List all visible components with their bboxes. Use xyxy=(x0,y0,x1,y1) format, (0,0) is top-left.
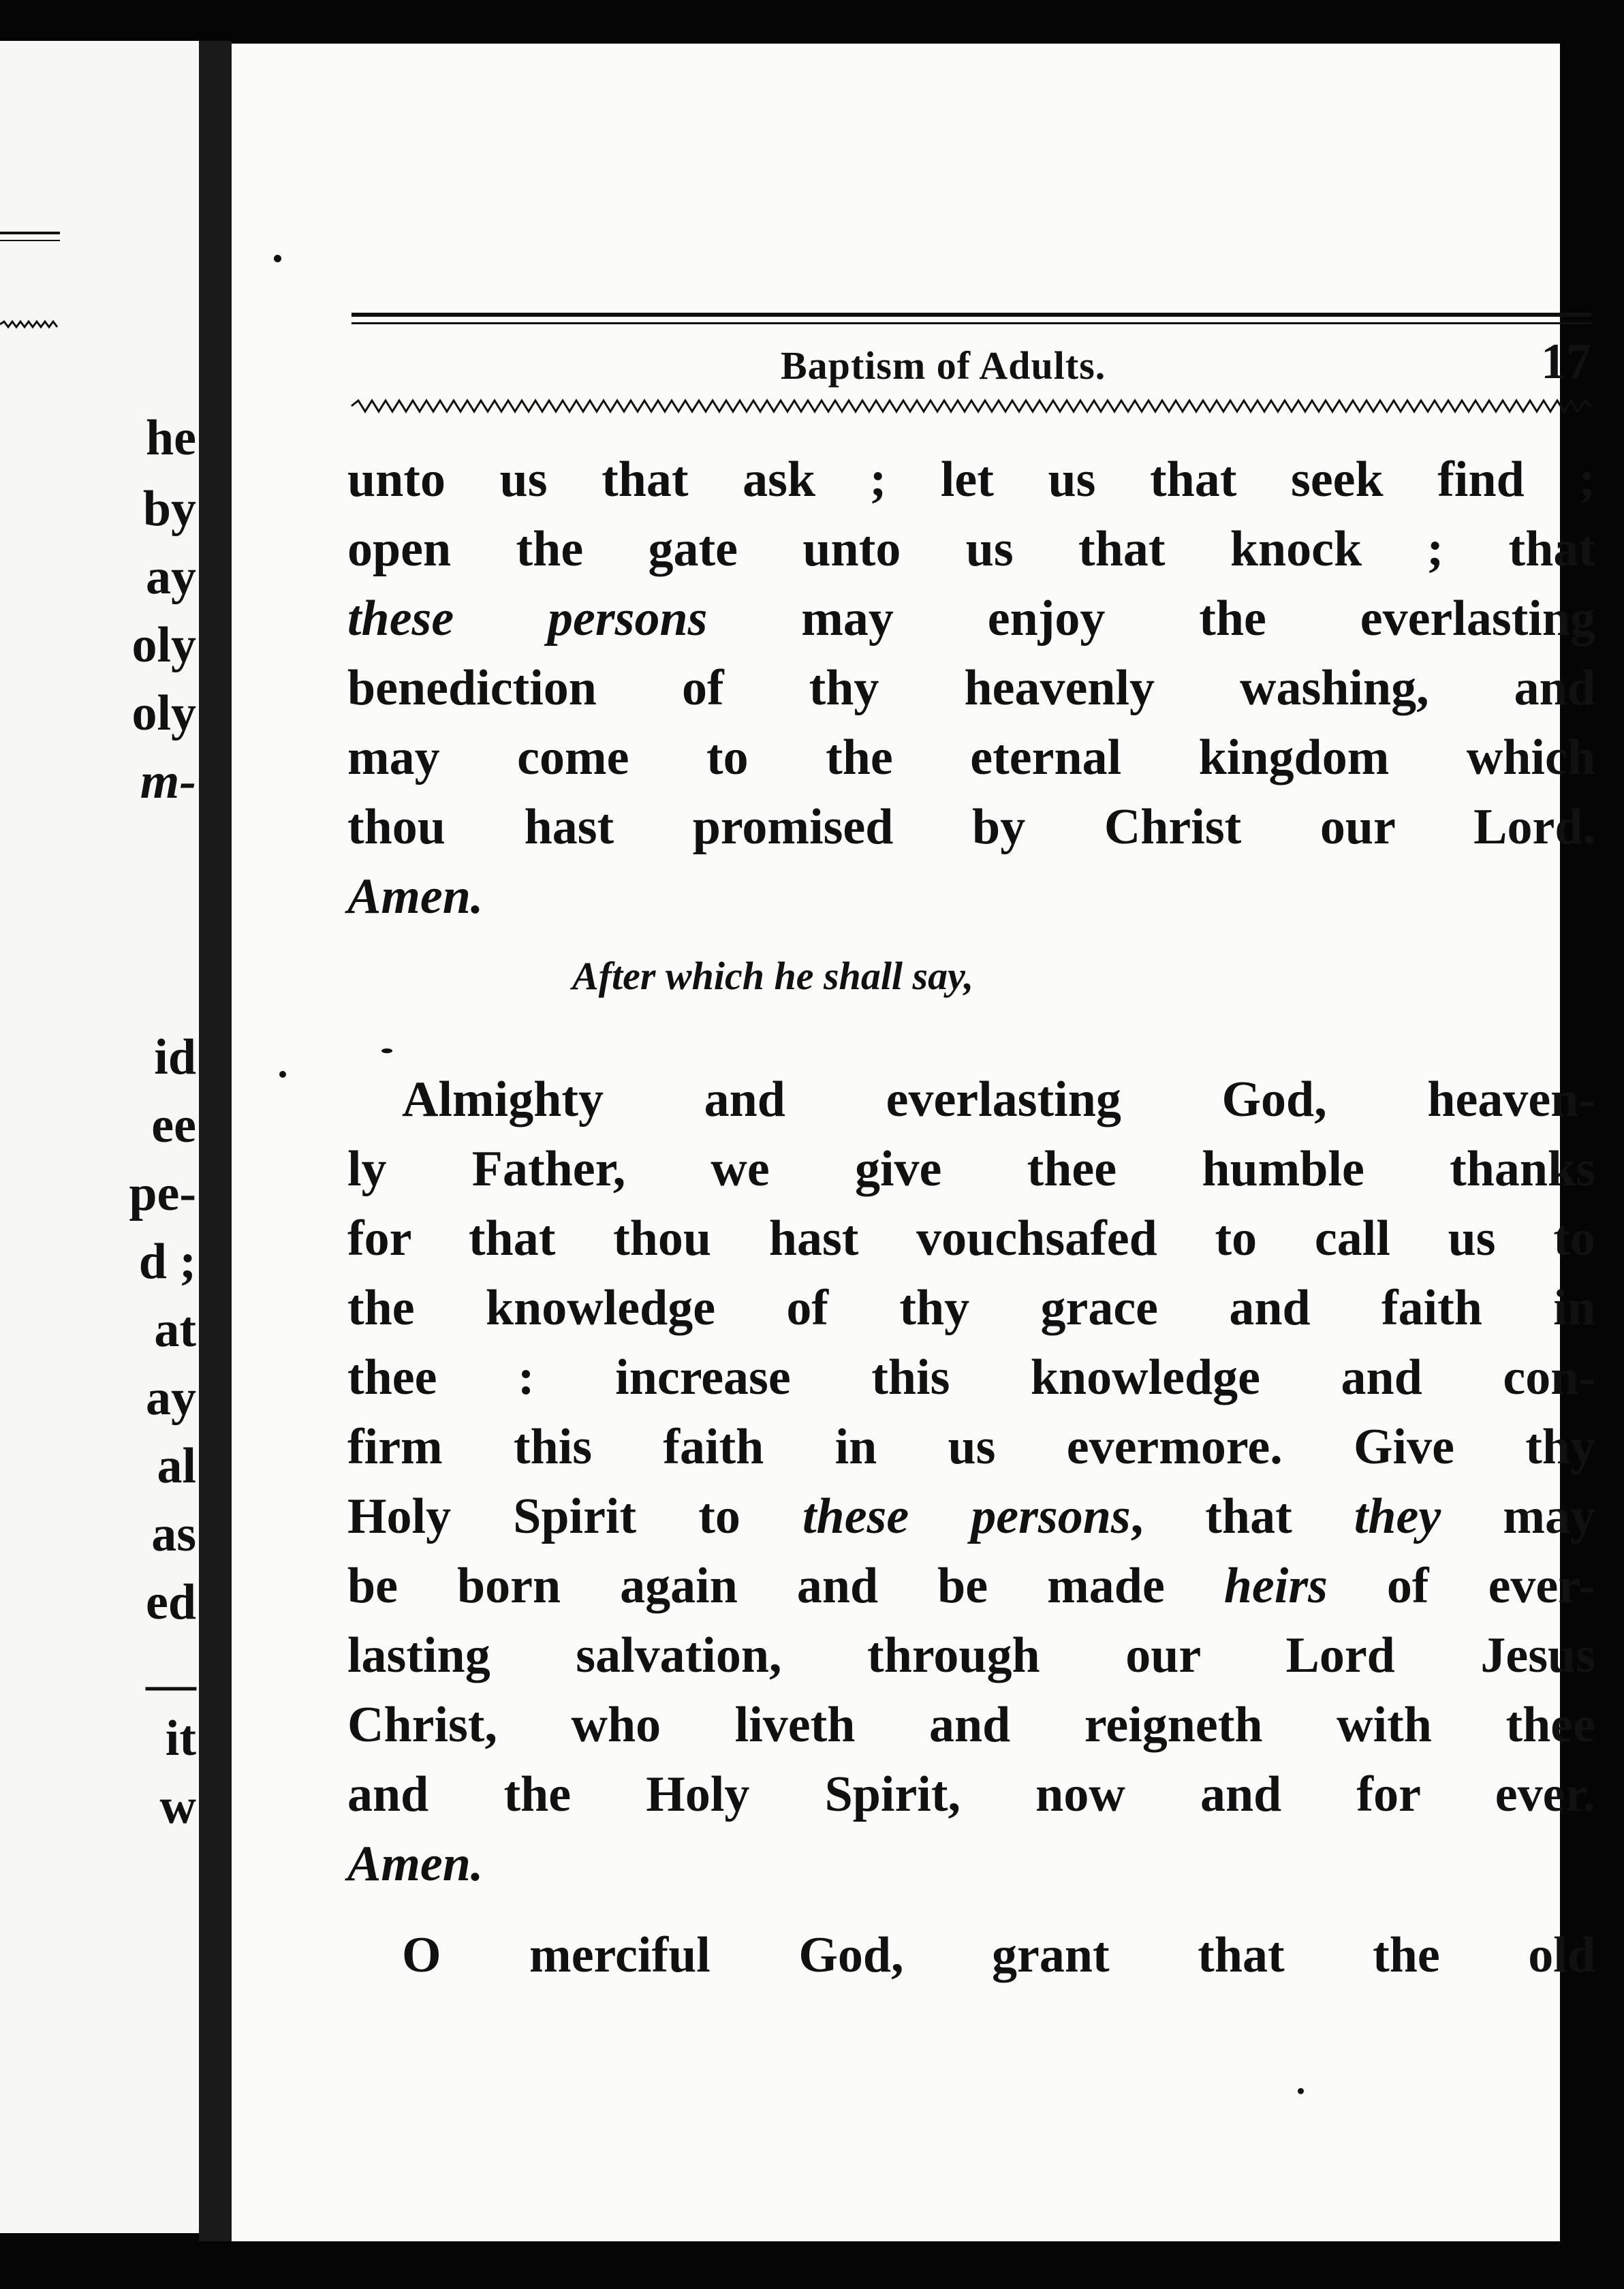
text-line: open the gate unto us that knock ; that xyxy=(347,521,1595,577)
facing-page-wave-rule xyxy=(0,320,60,328)
text-line: thou hast promised by Christ our Lord. xyxy=(347,799,1595,855)
facing-page-fragment: ee xyxy=(151,1097,196,1153)
facing-page-fragment: pe- xyxy=(129,1166,196,1221)
facing-page-fragment: as xyxy=(151,1506,196,1562)
text-line: Almighty and everlasting God, heaven- xyxy=(402,1072,1595,1127)
text-line: Christ, who liveth and reigneth with thee xyxy=(347,1697,1595,1753)
facing-page-fragment: he xyxy=(146,410,196,466)
facing-page-fragment: id xyxy=(154,1029,196,1085)
print-speck xyxy=(1298,2088,1304,2094)
text-line: thee : increase this knowledge and con- xyxy=(347,1350,1595,1405)
page-number: 17 xyxy=(1541,334,1591,390)
text-line: and the Holy Spirit, now and for ever. xyxy=(347,1766,1595,1822)
book-page xyxy=(232,44,1595,2241)
facing-page-fragment: ay xyxy=(146,549,196,605)
running-head-wave-rule xyxy=(352,398,1591,414)
facing-page-fragment: ed xyxy=(146,1574,196,1630)
facing-page-fragment: — xyxy=(146,1656,196,1712)
print-speck xyxy=(279,1071,286,1078)
facing-page-fragment: w xyxy=(159,1779,196,1835)
rubric: After which he shall say, xyxy=(572,954,974,998)
running-head-title: Baptism of Adults. xyxy=(781,343,1106,388)
text-line: Holy Spirit to these persons, that they may xyxy=(347,1489,1595,1544)
text-line: unto us that ask ; let us that seek find ; xyxy=(347,452,1595,508)
facing-page-fragment: ay xyxy=(146,1370,196,1426)
facing-page-fragment: d ; xyxy=(138,1234,196,1290)
text-line: lasting salvation, through our Lord Jesus xyxy=(347,1628,1595,1683)
text-line: these persons may enjoy the everlasting xyxy=(347,591,1595,647)
running-head-top-rule xyxy=(352,322,1591,324)
text-line: may come to the eternal kingdom which xyxy=(347,730,1595,785)
amen-line: Amen. xyxy=(347,869,484,924)
text-line: be born again and be made heirs of ever- xyxy=(347,1558,1595,1614)
text-line: benediction of thy heavenly washing, and xyxy=(347,660,1595,716)
text-line: firm this faith in us evermore. Give thy xyxy=(347,1419,1595,1475)
facing-page-fragment: at xyxy=(154,1302,196,1358)
text-line: O merciful God, grant that the old xyxy=(402,1927,1595,1983)
facing-page xyxy=(0,41,199,2233)
amen-line: Amen. xyxy=(347,1836,484,1892)
facing-page-rule xyxy=(0,240,60,241)
running-head xyxy=(352,333,1591,394)
print-speck xyxy=(381,1048,392,1053)
running-head-top-rule xyxy=(352,313,1591,317)
text-line: the knowledge of thy grace and faith in xyxy=(347,1280,1595,1336)
facing-page-fragment: oly xyxy=(131,617,196,673)
facing-page-fragment: al xyxy=(157,1438,196,1494)
facing-page-fragment: m- xyxy=(140,753,196,809)
facing-page-fragment: oly xyxy=(131,685,196,741)
book-gutter xyxy=(199,41,232,2241)
text-line: ly Father, we give thee humble thanks xyxy=(347,1141,1595,1197)
italic-word: these persons xyxy=(347,591,708,647)
text-line: for that thou hast vouchsafed to call us to xyxy=(347,1211,1595,1266)
facing-page-fragment: it xyxy=(165,1711,196,1766)
facing-page-fragment: by xyxy=(142,481,196,537)
facing-page-rule xyxy=(0,232,60,234)
print-speck xyxy=(274,255,281,262)
